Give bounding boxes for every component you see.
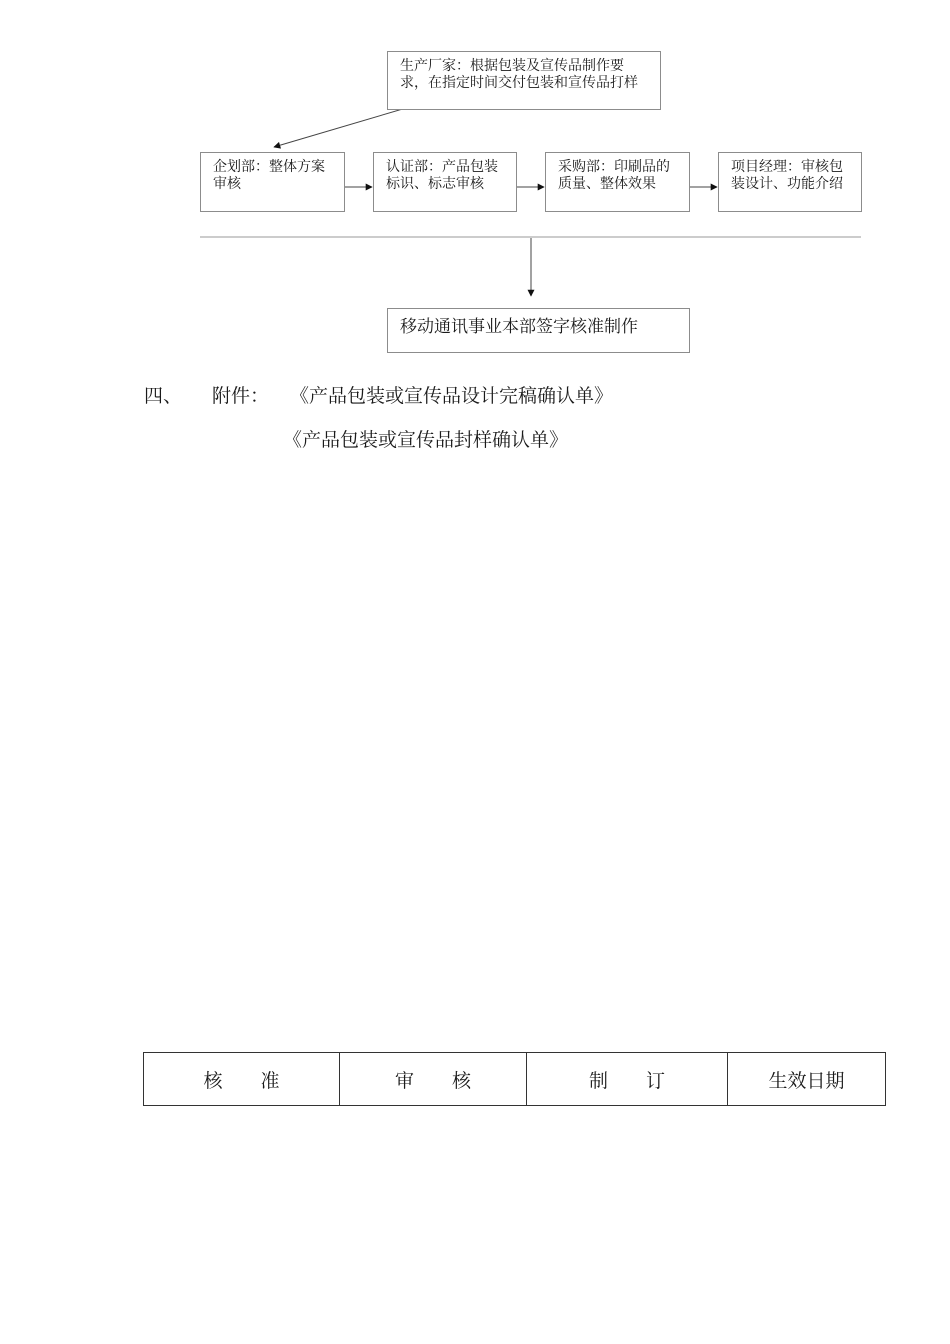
prepare-cell: 制 订 — [527, 1053, 728, 1106]
table-row — [144, 1053, 886, 1106]
supplier-box: 生产厂家：根据包装及宣传品制作要求，在指定时间交付包装和宣传品打样 — [387, 51, 661, 110]
flow-step-purchasing: 采购部：印刷品的质量、整体效果 — [545, 152, 690, 212]
review-cell: 审 核 — [340, 1053, 527, 1106]
signature-table — [143, 1052, 886, 1106]
attachment-item-2: 《产品包装或宣传品封样确认单》 — [283, 429, 569, 451]
effective-date-cell: 生效日期 — [728, 1053, 886, 1106]
approve-cell: 核 准 — [144, 1053, 340, 1106]
flow-step-certification: 认证部：产品包装标识、标志审核 — [373, 152, 517, 212]
flow-step-project-manager: 项目经理：审核包装设计、功能介绍 — [718, 152, 862, 212]
final-approval-box: 移动通讯事业本部签字核准制作 — [387, 308, 690, 353]
attachment-item-1: 《产品包装或宣传品设计完稿确认单》 — [290, 385, 614, 407]
attachments-label: 附件： — [212, 385, 270, 407]
section-number: 四、 — [144, 385, 183, 407]
flow-step-planning: 企划部：整体方案审核 — [200, 152, 345, 212]
